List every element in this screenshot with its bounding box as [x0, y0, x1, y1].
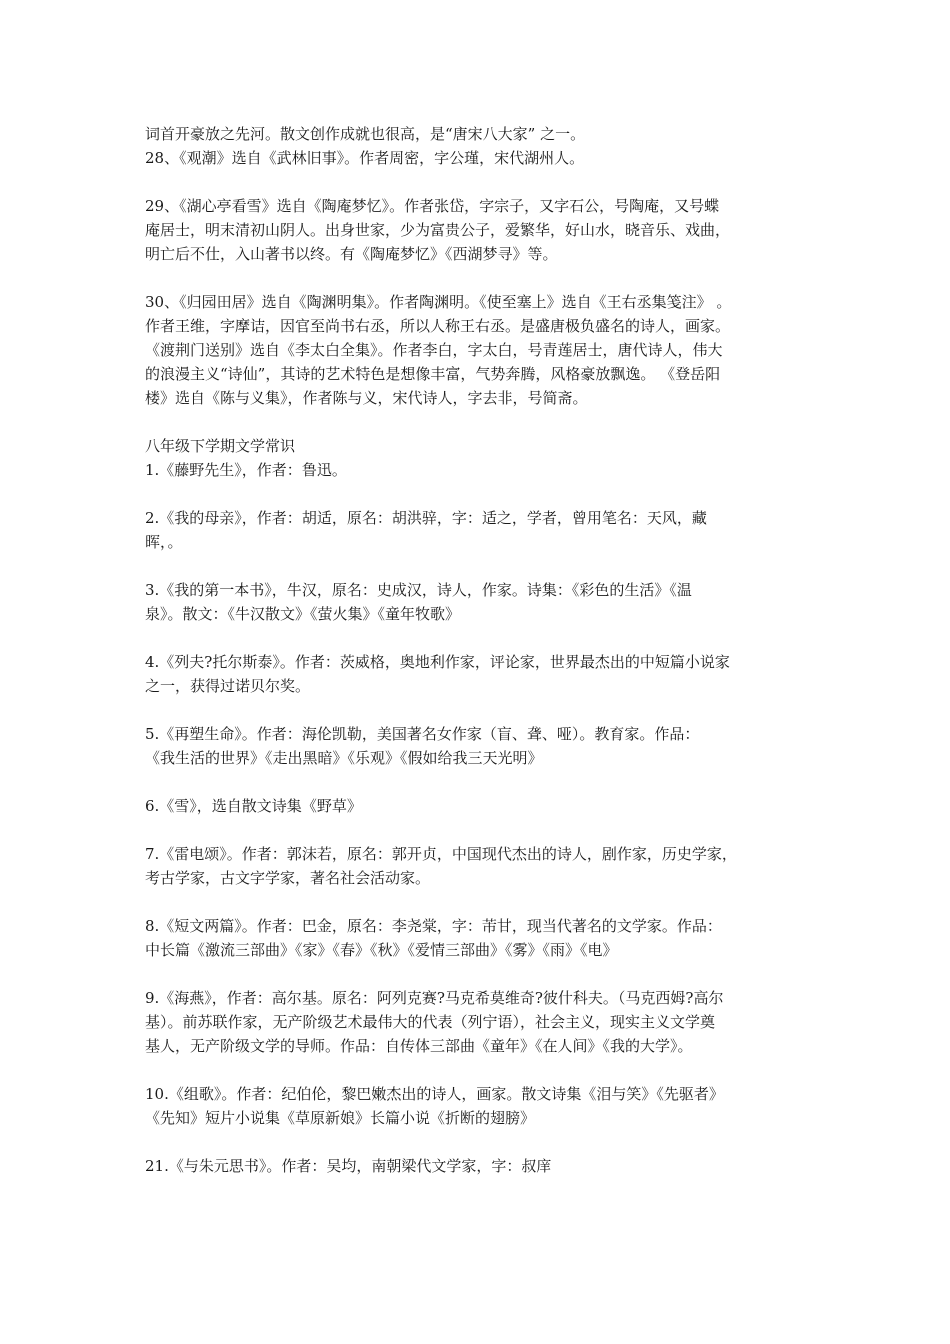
paragraph-gap [145, 410, 825, 434]
text-line: 《渡荆门送别》选自《李太白全集》。作者李白，字太白，号青莲居士，唐代诗人，伟大 [145, 341, 723, 359]
paragraph-item-8 [145, 914, 825, 962]
text-line: 泉》。散文：《牛汉散文》《萤火集》《童年牧歌》 [145, 605, 461, 623]
text-line: 之一，获得过诺贝尔奖。 [145, 677, 311, 695]
text-line: 7.《雷电颂》。作者：郭沫若，原名：郭开贞，中国现代杰出的诗人，剧作家，历史学家， [145, 845, 737, 863]
text-line: 9.《海燕》，作者：高尔基。原名：阿列克赛?马克希莫维奇?彼什科夫。（马克西姆?高尔 [145, 989, 724, 1007]
text-line: 6.《雪》，选自散文诗集《野草》 [145, 797, 362, 815]
text-line: 的浪漫主义“诗仙”，其诗的艺术特色是想像丰富，气势奔腾，风格豪放飘逸。 《登岳阳 [145, 365, 721, 383]
text-line: 28、《观潮》选自《武林旧事》。作者周密，字公瑾，宋代湖州人。 [145, 149, 585, 167]
text-line: 8.《短文两篇》。作者：巴金，原名：李尧棠，字：芾甘，现当代著名的文学家。作品： [145, 917, 722, 935]
section-heading: 八年级下学期文学常识 [145, 437, 296, 455]
paragraph-gap [145, 890, 825, 914]
text-line: 3.《我的第一本书》，牛汉，原名：史成汉，诗人，作家。诗集：《彩色的生活》《温 [145, 581, 692, 599]
paragraph-gap [145, 266, 825, 290]
paragraph-gap [145, 770, 825, 794]
paragraph-item-7 [145, 842, 825, 890]
paragraph-su-shi-end [145, 122, 825, 170]
text-line: 明亡后不仕，入山著书以终。有《陶庵梦忆》《西湖梦寻》等。 [145, 245, 558, 263]
text-line: 1.《藤野先生》，作者：鲁迅。 [145, 461, 347, 479]
paragraph-gap [145, 698, 825, 722]
paragraph-item-10 [145, 1082, 825, 1130]
paragraph-gap [145, 170, 825, 194]
text-line: 《我生活的世界》《走出黑暗》《乐观》《假如给我三天光明》 [145, 749, 543, 767]
paragraph-gap [145, 482, 825, 506]
paragraph-item-30 [145, 290, 825, 410]
text-line: 晖，。 [145, 533, 183, 551]
paragraph-gap [145, 626, 825, 650]
text-line: 楼》选自《陈与义集》，作者陈与义，宋代诗人，字去非，号简斋。 [145, 389, 588, 407]
text-line: 5.《再塑生命》。作者：海伦凯勒，美国著名女作家（盲、聋、哑）。教育家。作品： [145, 725, 700, 743]
paragraph-item-29 [145, 194, 825, 266]
text-line: 29、《湖心亭看雪》选自《陶庵梦忆》。作者张岱，字宗子，又字石公，号陶庵，又号蝶 [145, 197, 720, 215]
text-line: 21.《与朱元思书》。作者：吴均，南朝梁代文学家，字：叔庠 [145, 1157, 552, 1175]
paragraph-item-9 [145, 986, 825, 1058]
document-page [145, 122, 825, 1178]
text-line: 2.《我的母亲》，作者：胡适，原名：胡洪骍，字：适之，学者，曾用笔名：天风，藏 [145, 509, 707, 527]
text-line: 作者王维，字摩诘，因官至尚书右丞，所以人称王右丞。是盛唐极负盛名的诗人，画家。 [145, 317, 731, 335]
paragraph-item-2 [145, 506, 825, 554]
paragraph-item-4 [145, 650, 825, 698]
text-line: 中长篇《激流三部曲》《家》《春》《秋》《爱情三部曲》《雾》《雨》《电》 [145, 941, 618, 959]
text-line: 10.《组歌》。作者：纪伯伦，黎巴嫩杰出的诗人，画家。散文诗集《泪与笑》《先驱者》 [145, 1085, 724, 1103]
text-line: 4.《列夫?托尔斯泰》。作者：茨威格，奥地利作家，评论家，世界最杰出的中短篇小说家 [145, 653, 730, 671]
paragraph-item-3 [145, 578, 825, 626]
paragraph-gap [145, 962, 825, 986]
paragraph-gap [145, 554, 825, 578]
paragraph-gap [145, 1058, 825, 1082]
text-line: 词首开豪放之先河。散文创作成就也很高，是“唐宋八大家” 之一。 [145, 125, 586, 143]
paragraph-gap [145, 818, 825, 842]
paragraph-section-heading [145, 434, 825, 482]
text-line: 30、《归园田居》选自《陶渊明集》。作者陶渊明。《使至塞上》选自《王右丞集笺注》 。 [145, 293, 732, 311]
paragraph-item-21 [145, 1154, 825, 1178]
paragraph-item-5 [145, 722, 825, 770]
text-line: 基人，无产阶级文学的导师。作品：自传体三部曲《童年》《在人间》《我的大学》。 [145, 1037, 693, 1055]
text-line: 基）。前苏联作家，无产阶级艺术最伟大的代表（列宁语），社会主义，现实主义文学奠 [145, 1013, 716, 1031]
text-line: 庵居士，明末清初山阴人。出身世家，少为富贵公子，爱繁华，好山水，晓音乐、戏曲， [145, 221, 731, 239]
paragraph-item-6 [145, 794, 825, 818]
text-line: 《先知》短片小说集《草原新娘》长篇小说《折断的翅膀》 [145, 1109, 536, 1127]
paragraph-gap [145, 1130, 825, 1154]
text-line: 考古学家，古文字学家，著名社会活动家。 [145, 869, 431, 887]
